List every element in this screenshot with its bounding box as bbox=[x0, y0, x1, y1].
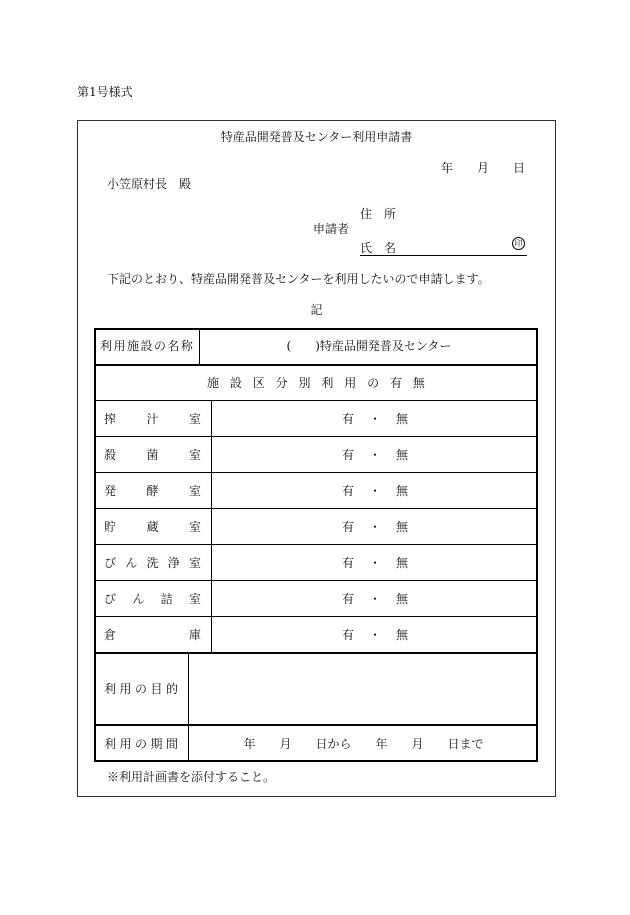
name-underline bbox=[360, 255, 527, 256]
period-label: 利 用 の 期 間 bbox=[104, 737, 178, 751]
room-usage-cell bbox=[212, 401, 538, 436]
period-value-cell bbox=[189, 726, 538, 762]
room-usage: 有 ・ 無 bbox=[342, 483, 408, 498]
room-usage: 有 ・ 無 bbox=[342, 411, 408, 426]
room-row bbox=[94, 544, 538, 580]
room-name: 貯 蔵 室 bbox=[104, 519, 201, 534]
room-name-cell bbox=[94, 545, 212, 580]
name-label: 氏 名 bbox=[360, 241, 397, 255]
facility-name-label-cell bbox=[94, 328, 200, 364]
purpose-label: 利 用 の 目 的 bbox=[104, 682, 178, 696]
facility-name-row bbox=[94, 328, 538, 364]
ki-heading: 記 bbox=[310, 303, 323, 317]
room-row bbox=[94, 436, 538, 472]
usage-header: 施 設 区 分 別 利 用 の 有 無 bbox=[207, 376, 425, 390]
room-row bbox=[94, 400, 538, 436]
period-label-cell bbox=[94, 726, 189, 762]
room-name: 倉 庫 bbox=[104, 627, 201, 642]
period-row bbox=[94, 724, 538, 762]
room-row bbox=[94, 472, 538, 508]
room-name: び ん 洗 浄 室 bbox=[104, 555, 201, 570]
room-name-cell bbox=[94, 617, 212, 652]
purpose-row bbox=[94, 652, 538, 724]
room-usage: 有 ・ 無 bbox=[342, 591, 408, 606]
room-usage: 有 ・ 無 bbox=[342, 447, 408, 462]
facility-name-value: ( )特産品開発普及センター bbox=[286, 339, 452, 353]
room-usage: 有 ・ 無 bbox=[342, 627, 408, 642]
purpose-value-cell bbox=[189, 654, 538, 724]
application-table bbox=[94, 328, 538, 762]
room-usage-cell bbox=[212, 473, 538, 508]
applicant-label: 申請者 bbox=[313, 222, 350, 236]
room-name: 搾 汁 室 bbox=[104, 411, 201, 426]
purpose-label-cell bbox=[94, 654, 189, 724]
room-usage-cell bbox=[212, 545, 538, 580]
room-name-cell bbox=[94, 581, 212, 616]
intro-text: 下記のとおり、特産品開発普及センターを利用したいので申請します。 bbox=[107, 272, 490, 286]
address-label: 住 所 bbox=[360, 207, 397, 221]
room-row bbox=[94, 508, 538, 544]
form-number: 第1号様式 bbox=[77, 85, 133, 99]
usage-header-row bbox=[94, 364, 538, 400]
attachment-note: ※利用計画書を添付すること。 bbox=[107, 770, 276, 784]
room-name-cell bbox=[94, 509, 212, 544]
room-usage-cell bbox=[212, 437, 538, 472]
room-name-cell bbox=[94, 401, 212, 436]
date-line: 年 月 日 bbox=[441, 161, 526, 175]
room-usage-cell bbox=[212, 617, 538, 652]
room-name: び ん 詰 室 bbox=[104, 591, 201, 606]
facility-name-label: 利 用 施 設 の 名 称 bbox=[100, 339, 193, 353]
form-title: 特産品開発普及センター利用申請書 bbox=[220, 130, 413, 144]
facility-name-value-cell bbox=[200, 328, 538, 364]
period-value: 年 月 日から 年 月 日まで bbox=[243, 737, 484, 751]
room-name-cell bbox=[94, 473, 212, 508]
room-usage: 有 ・ 無 bbox=[342, 555, 408, 570]
room-usage-cell bbox=[212, 581, 538, 616]
room-name: 殺 菌 室 bbox=[104, 447, 201, 462]
addressee: 小笠原村長 殿 bbox=[107, 177, 192, 191]
room-name-cell bbox=[94, 437, 212, 472]
room-usage-cell bbox=[212, 509, 538, 544]
room-name: 発 酵 室 bbox=[104, 483, 201, 498]
room-usage: 有 ・ 無 bbox=[342, 519, 408, 534]
room-row bbox=[94, 616, 538, 652]
seal-mark: 印 bbox=[512, 237, 525, 250]
room-row bbox=[94, 580, 538, 616]
